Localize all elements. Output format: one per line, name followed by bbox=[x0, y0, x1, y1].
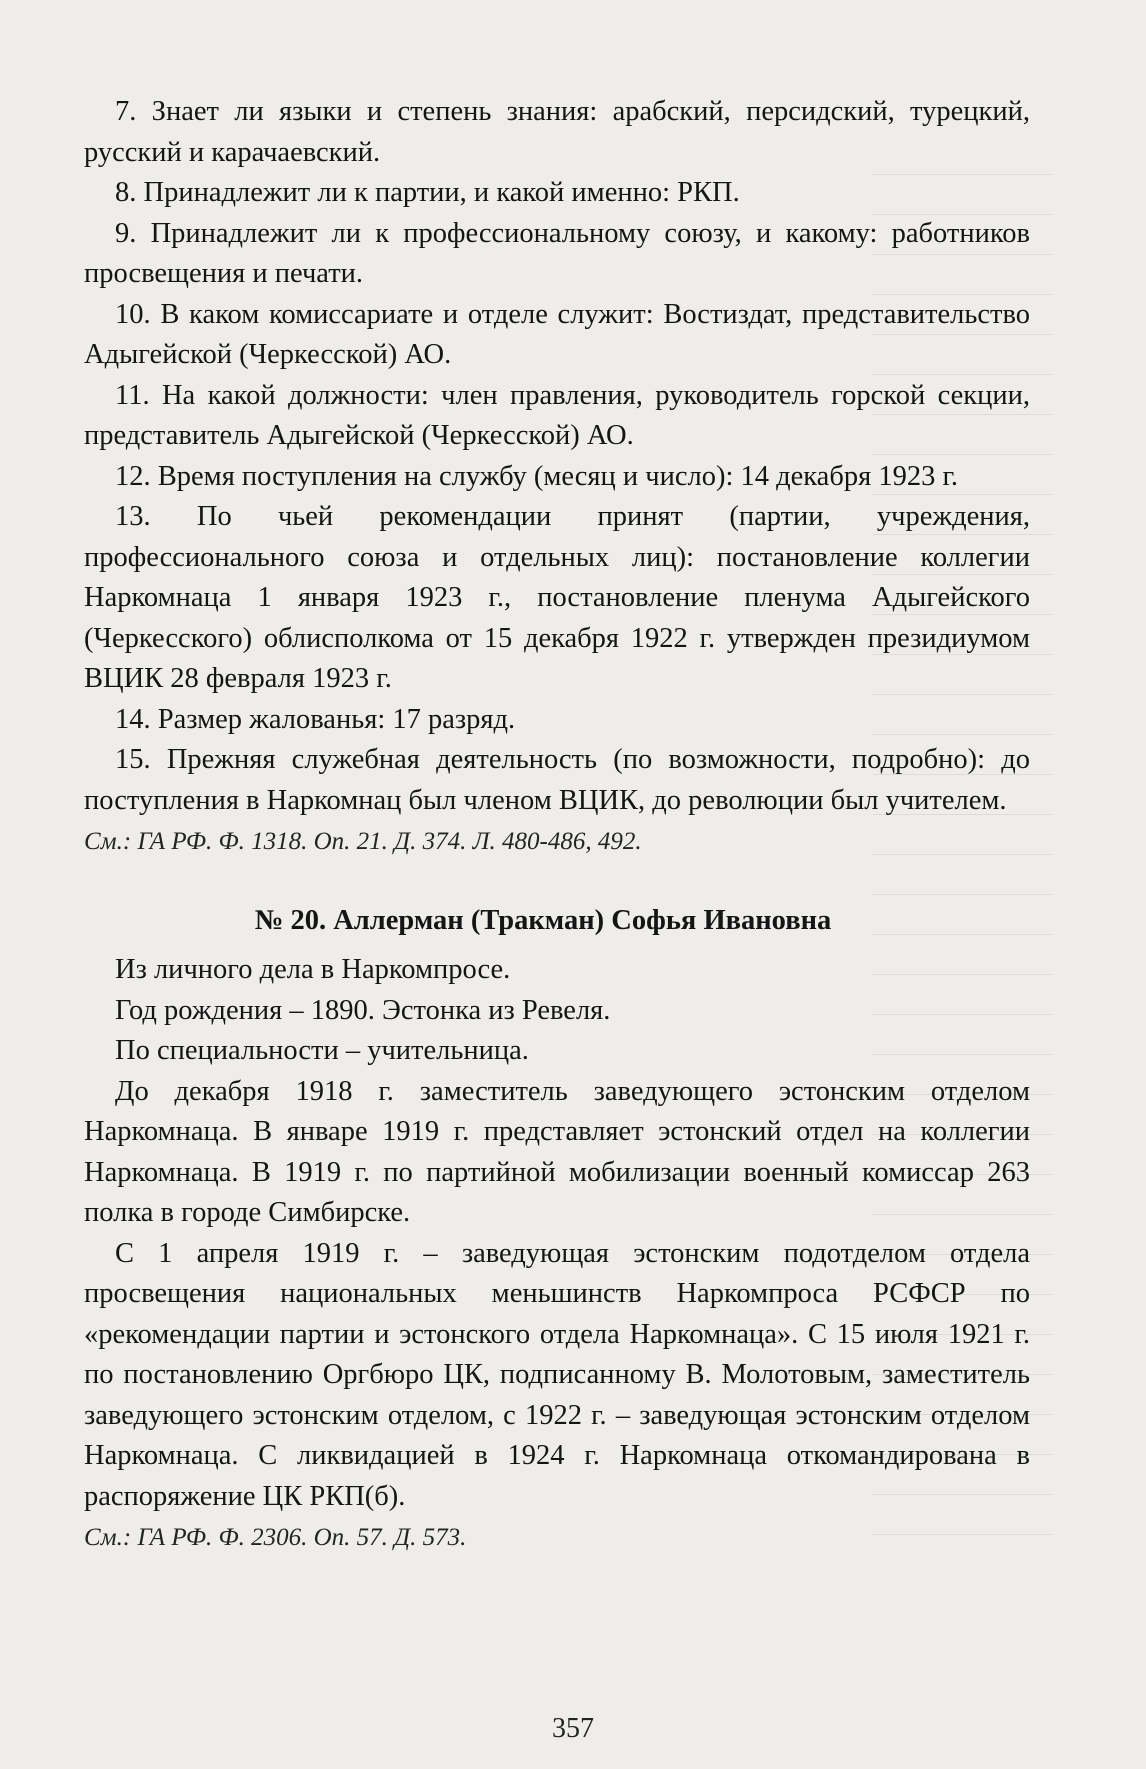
page-number: 357 bbox=[552, 1713, 594, 1744]
document-heading: № 20. Аллерман (Тракман) Софья Ивановна bbox=[254, 905, 832, 936]
list-item-13: 13. По чьей рекомендации принят (партии, учреждения, профессионального союза и отдельных лиц): постановление коллегии Наркомнаца 1 января 1923 г., постановление пленума Адыгейского (Черкесского) облисполкома от 15 декабря 1922 г. утвержден президиумом ВЦИК 28 февраля 1923 г. bbox=[84, 501, 1030, 694]
list-item-15: 15. Прежняя служебная деятельность (по возможности, подробно): до поступления в Наркомнац был членом ВЦИК, до революции был учителем. bbox=[84, 744, 1030, 816]
archival-source-reference: См.: ГА РФ. Ф. 2306. Оп. 57. Д. 573. bbox=[84, 1524, 467, 1551]
bio-line: Из личного дела в Наркомпросе. bbox=[115, 954, 511, 985]
list-item-12: 12. Время поступления на службу (месяц и число): 14 декабря 1923 г. bbox=[115, 460, 959, 492]
list-item-7: 7. Знает ли языки и степень знания: арабский, персидский, турецкий, русский и карачаевский. bbox=[84, 96, 1030, 168]
bio-line: Год рождения – 1890. Эстонка из Ревеля. bbox=[115, 994, 611, 1026]
biography-paragraph: С 1 апреля 1919 г. – заведующая эстонским подотделом отдела просвещения национальных меньшинств Наркомпроса РСФСР по «рекомендации партии и эстонского отдела Наркомнаца». С 15 июля 1921 г. по постановлению Оргбюро ЦК, подписанному В. Молотовым, заместитель заведующего эстонским отделом, с 1922 г. – заведующая эстонским отделом Наркомнаца. С ликвидацией в 1924 г. Наркомнаца откомандирована в распоряжение ЦК РКП(б). bbox=[84, 1237, 1030, 1512]
list-item-11: 11. На какой должности: член правления, руководитель горской секции, представитель Адыгейской (Черкесской) АО. bbox=[84, 379, 1030, 451]
list-item-14: 14. Размер жалованья: 17 разряд. bbox=[115, 703, 516, 735]
archival-source-reference: См.: ГА РФ. Ф. 1318. Оп. 21. Д. 374. Л. 480-486, 492. bbox=[84, 828, 642, 855]
list-item-9: 9. Принадлежит ли к профессиональному союзу, и какому: работников просвещения и печати. bbox=[84, 217, 1030, 289]
page-content bbox=[84, 92, 1030, 1558]
biography-paragraph: До декабря 1918 г. заместитель заведующего эстонским отделом Наркомнаца. В январе 1919 г. представляет эстонский отдел на коллегии Наркомнаца. В 1919 г. по партийной мобилизации военный комиссар 263 полка в городе Симбирске. bbox=[84, 1075, 1030, 1228]
list-item-8: 8. Принадлежит ли к партии, и какой именно: РКП. bbox=[115, 177, 740, 208]
list-item-10: 10. В каком комиссариате и отделе служит: Востиздат, представительство Адыгейской (Черкесской) АО. bbox=[84, 298, 1030, 370]
bio-line: По специальности – учительница. bbox=[115, 1035, 529, 1066]
